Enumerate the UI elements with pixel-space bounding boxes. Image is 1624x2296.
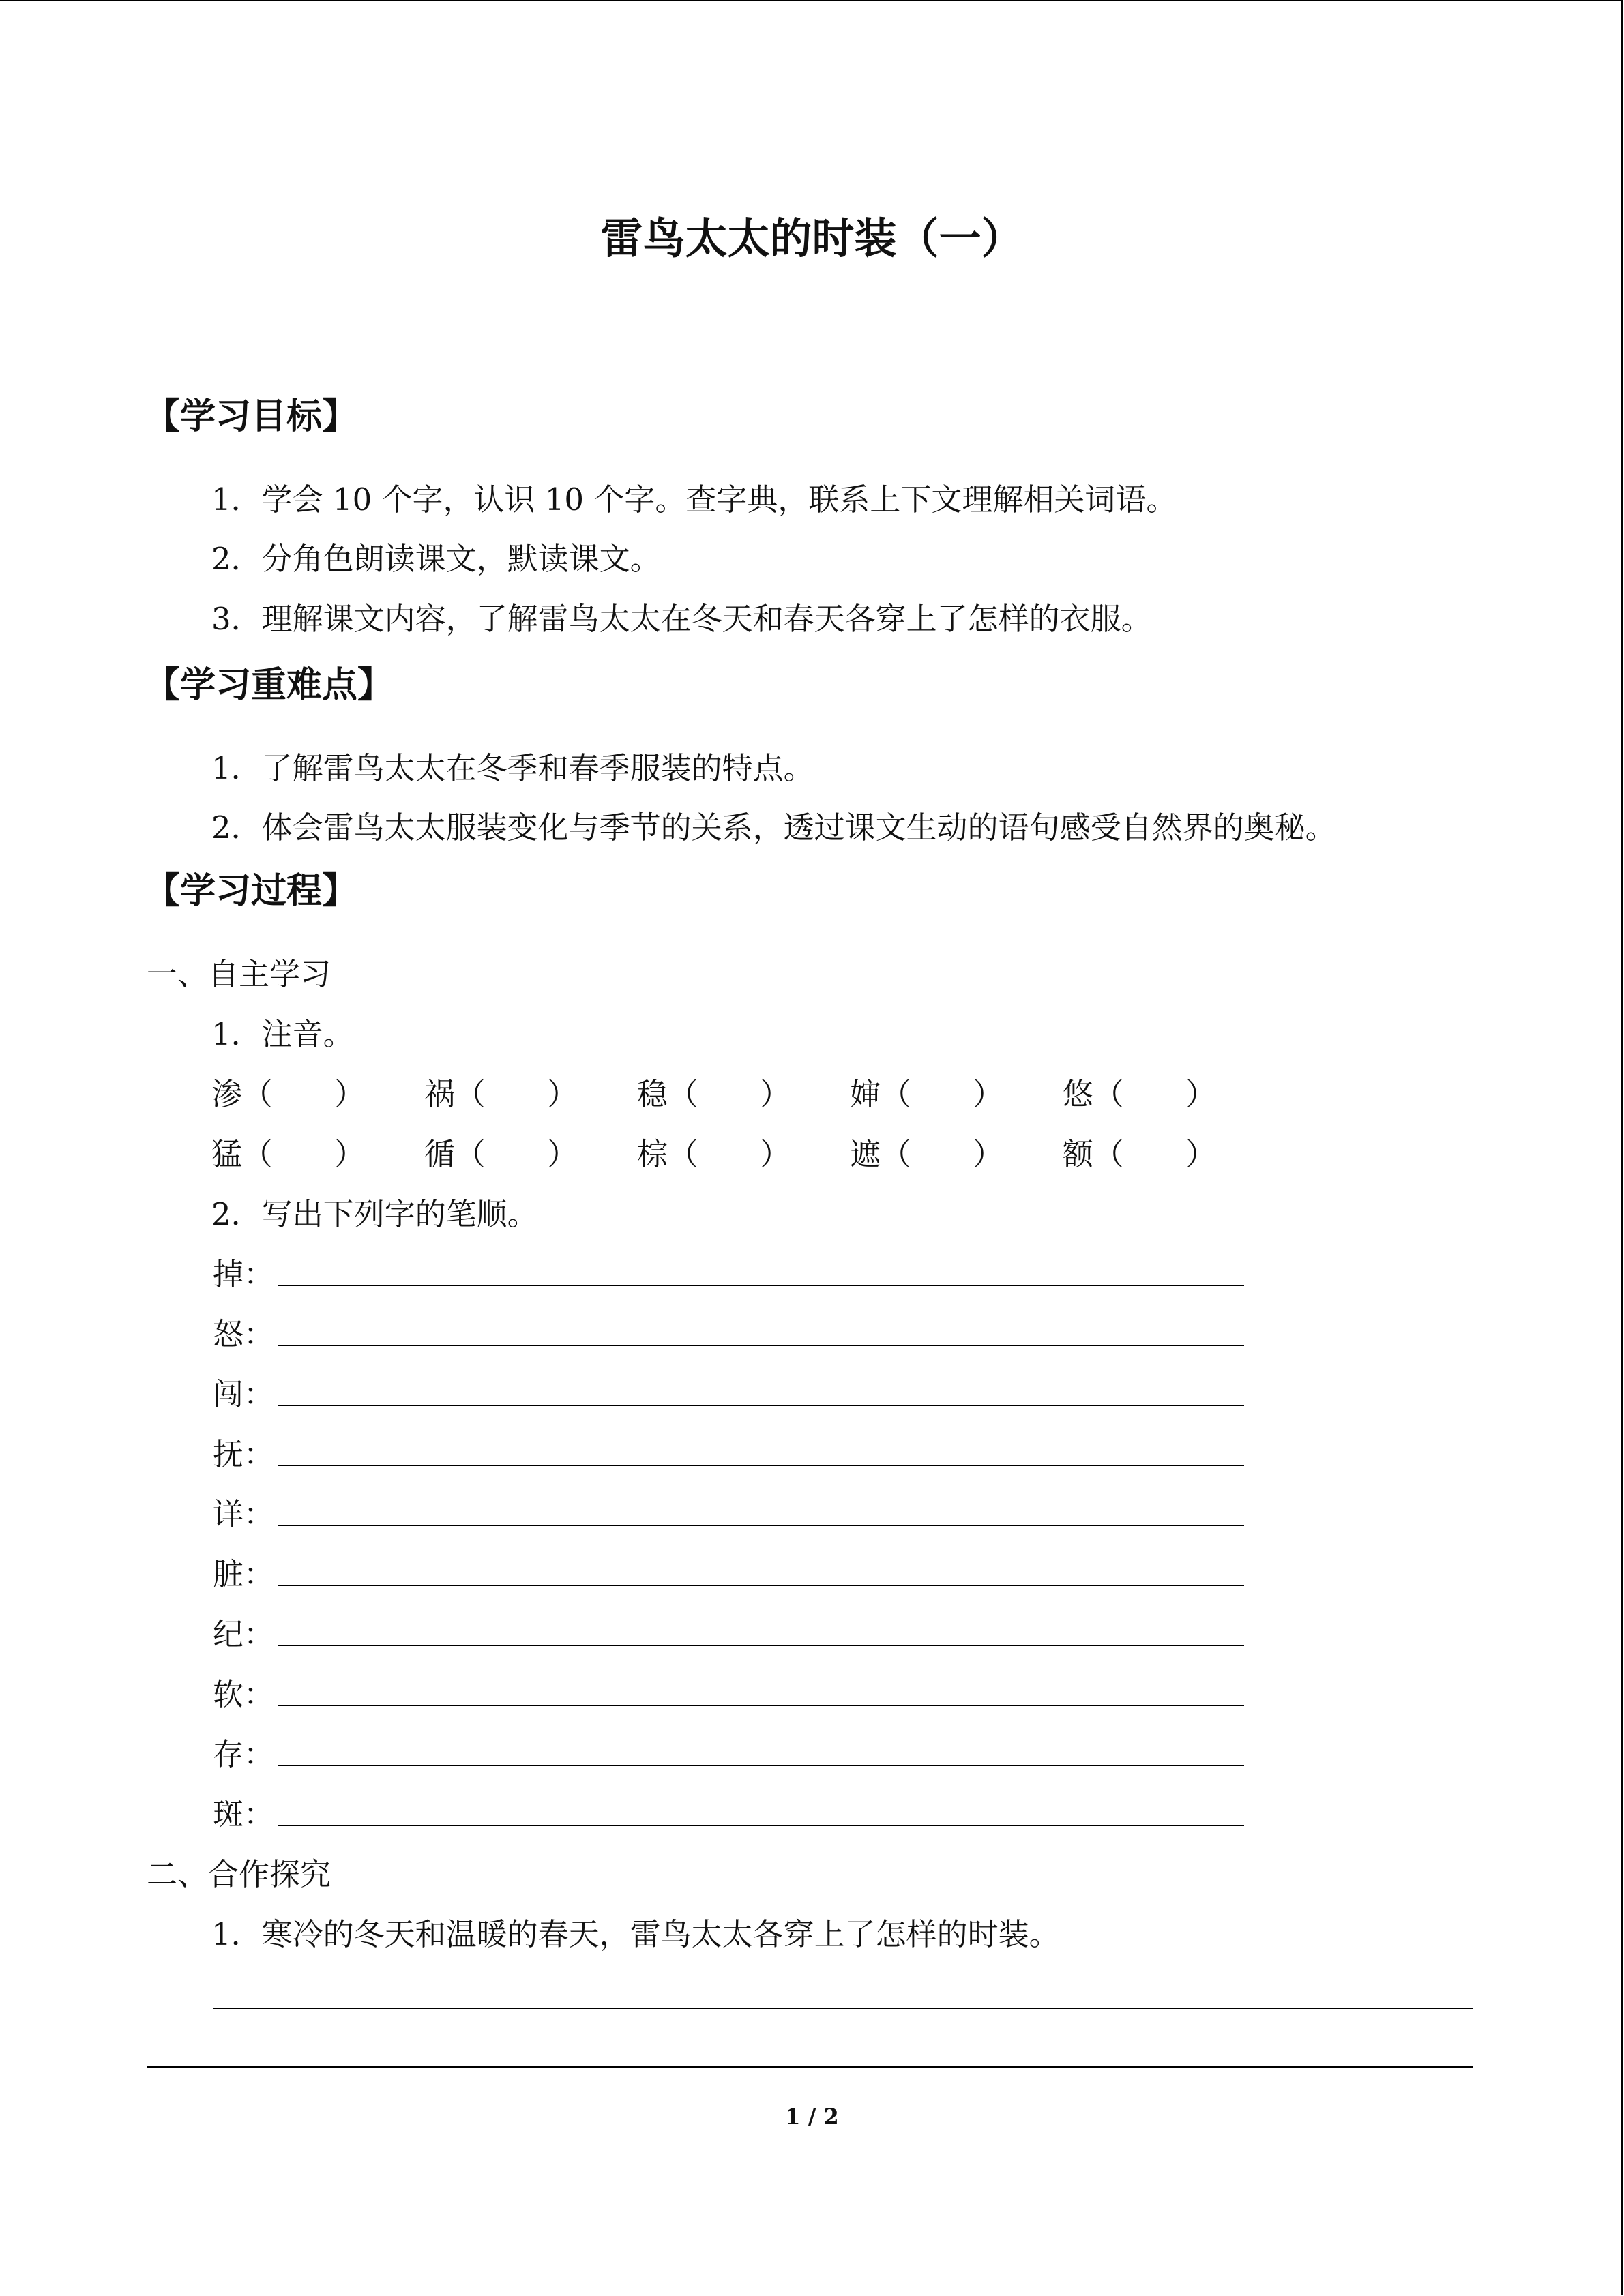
stroke-row (213, 1309, 274, 1352)
answer-line[interactable] (278, 1525, 1244, 1526)
stroke-char: 掉： (213, 1256, 275, 1292)
pinyin-item: 棕（ ） (637, 1136, 791, 1172)
answer-line[interactable] (278, 1765, 1244, 1766)
question-stroke-order: 2．写出下列字的笔顺。 (211, 1196, 538, 1232)
pinyin-item: 循（ ） (424, 1136, 578, 1172)
goal-item: 2．分角色朗读课文，默读课文。 (211, 541, 661, 577)
pinyin-item: 渗（ ） (211, 1076, 366, 1112)
stroke-row (213, 1369, 274, 1412)
answer-line[interactable] (278, 1285, 1244, 1286)
stroke-row (213, 1729, 274, 1772)
goal-item: 3．理解课文内容，了解雷鸟太太在冬天和春天各穿上了怎样的衣服。 (211, 601, 1152, 637)
stroke-char: 存： (213, 1736, 275, 1772)
stroke-row (213, 1609, 274, 1652)
answer-line[interactable] (278, 1705, 1244, 1706)
stroke-char: 详： (213, 1496, 275, 1532)
answer-line[interactable] (278, 1345, 1244, 1346)
pinyin-item: 额（ ） (1063, 1136, 1217, 1172)
stroke-char: 怒： (213, 1316, 275, 1352)
cooperation-title: 二、合作探究 (147, 1856, 331, 1892)
stroke-char: 纪： (213, 1616, 275, 1652)
pinyin-item: 婶（ ） (850, 1076, 1004, 1112)
answer-line[interactable] (278, 1465, 1244, 1466)
pinyin-item: 祸（ ） (424, 1076, 578, 1112)
difficulty-item: 2．体会雷鸟太太服装变化与季节的关系，透过课文生动的语句感受自然界的奥秘。 (211, 809, 1336, 846)
stroke-char: 软： (213, 1676, 275, 1712)
cooperation-question: 1．寒冷的冬天和温暖的春天，雷鸟太太各穿上了怎样的时装。 (211, 1916, 1060, 1952)
goals-heading: 【学习目标】 (145, 396, 358, 437)
page-number: 1 / 2 (785, 2104, 839, 2130)
answer-line[interactable] (213, 2008, 1473, 2009)
question-pinyin: 1．注音。 (211, 1016, 354, 1052)
stroke-row (213, 1489, 274, 1532)
stroke-row (213, 1789, 274, 1832)
page-title: 雷鸟太太的时装（一） (600, 213, 1024, 263)
answer-line[interactable] (278, 1645, 1244, 1646)
pinyin-item: 猛（ ） (211, 1136, 366, 1172)
stroke-row (213, 1669, 274, 1712)
stroke-char: 闯： (213, 1376, 275, 1412)
difficulty-item: 1．了解雷鸟太太在冬季和春季服装的特点。 (211, 750, 814, 786)
stroke-char: 脏： (213, 1556, 275, 1592)
pinyin-item: 遮（ ） (850, 1136, 1004, 1172)
difficulties-heading: 【学习重难点】 (145, 665, 394, 706)
self-study-title: 一、自主学习 (147, 956, 331, 992)
stroke-row (213, 1429, 274, 1472)
answer-line[interactable] (278, 1825, 1244, 1826)
stroke-char: 斑： (213, 1796, 275, 1832)
footer-divider (147, 2066, 1473, 2068)
process-heading: 【学习过程】 (145, 871, 358, 912)
stroke-row (213, 1549, 274, 1592)
stroke-row (213, 1249, 274, 1292)
answer-line[interactable] (278, 1405, 1244, 1406)
stroke-char: 抚： (213, 1436, 275, 1472)
answer-line[interactable] (278, 1585, 1244, 1586)
pinyin-item: 悠（ ） (1063, 1076, 1217, 1112)
goal-item: 1．学会 10 个字，认识 10 个字。查字典，联系上下文理解相关词语。 (211, 481, 1177, 518)
pinyin-item: 稳（ ） (637, 1076, 791, 1112)
